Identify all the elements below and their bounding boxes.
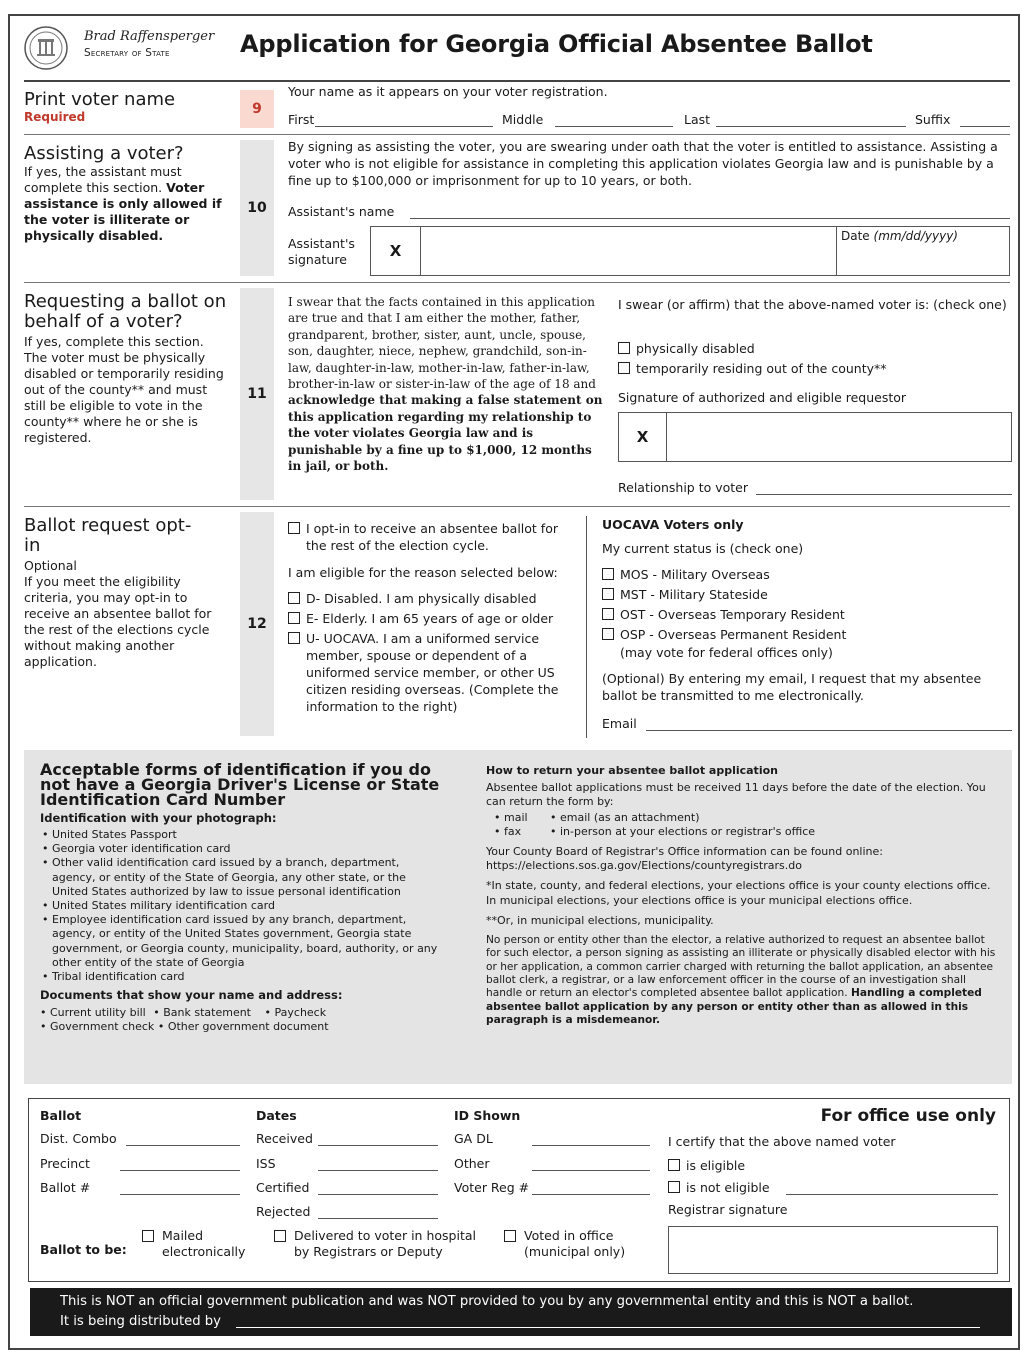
dates-heading: Dates bbox=[256, 1108, 297, 1123]
last-name-field[interactable] bbox=[716, 126, 906, 127]
section11-number: 11 bbox=[240, 288, 274, 500]
distributor-field[interactable] bbox=[236, 1327, 980, 1328]
physically-disabled-option[interactable]: physically disabled bbox=[618, 340, 755, 357]
delivered-option[interactable]: Delivered to voter in hospital by Registrars or Deputy bbox=[274, 1228, 484, 1260]
distributor-row bbox=[60, 1312, 1000, 1332]
middle-label: Middle bbox=[502, 112, 544, 127]
email-field[interactable] bbox=[646, 730, 1012, 731]
registrar-info: Your County Board of Registrar's Office information can be found online: https://elections.sos.ga.gov/Elections/countyregistrars.do bbox=[486, 845, 883, 873]
section12-divider bbox=[586, 516, 587, 738]
email-label: Email bbox=[602, 716, 637, 731]
ga-dl-field[interactable] bbox=[532, 1145, 650, 1146]
registrar-signature-label: Registrar signature bbox=[668, 1202, 788, 1217]
rejected-label: Rejected bbox=[256, 1204, 311, 1219]
voter-reg-label: Voter Reg # bbox=[454, 1180, 530, 1195]
return-heading: How to return your absentee ballot application bbox=[486, 764, 778, 777]
disabled-checkbox[interactable] bbox=[288, 592, 300, 604]
office-use-heading: For office use only bbox=[820, 1106, 996, 1126]
precinct-label: Precinct bbox=[40, 1156, 90, 1171]
distributed-by-label: It is being distributed by bbox=[60, 1314, 221, 1329]
requestor-x-mark: X bbox=[619, 413, 667, 461]
uocava-checkbox[interactable] bbox=[288, 632, 300, 644]
section9-title: Print voter name bbox=[24, 89, 176, 110]
received-field[interactable] bbox=[318, 1145, 438, 1146]
dist-combo-label: Dist. Combo bbox=[40, 1131, 117, 1146]
optin-option[interactable]: I opt-in to receive an absentee ballot for the rest of the election cycle. bbox=[288, 520, 574, 554]
optin-checkbox[interactable] bbox=[288, 522, 300, 534]
ballot-number-field[interactable] bbox=[120, 1194, 240, 1195]
form-page bbox=[8, 14, 1020, 1350]
docs-line-2: • Government check • Other government document bbox=[40, 1020, 329, 1034]
assistant-name-field[interactable] bbox=[410, 218, 1010, 219]
iss-label: ISS bbox=[256, 1156, 276, 1171]
handling-notice: No person or entity other than the elector, a relative authorized to request an absentee ballot for such elector, a person signing as assisting an illiterate or physically disabled elector with his or her application, a common carrier charged with returning the ballot application, an absentee ballot clerk, a registrar, or a law enforcement officer in the course of an investigation shall handle or return an elector's completed absentee ballot application. Handling a completed absentee ballot application by any person or entity other than as allowed in this paragraph is a misdemeanor. bbox=[486, 934, 996, 1026]
state-seal bbox=[24, 26, 68, 70]
photo-id-item: • United States Passport bbox=[40, 828, 440, 842]
required-label: Required bbox=[24, 110, 86, 124]
voter-reg-field[interactable] bbox=[532, 1194, 650, 1195]
name-instruction: Your name as it appears on your voter registration. bbox=[288, 84, 608, 99]
first-name-field[interactable] bbox=[315, 126, 493, 127]
suffix-label: Suffix bbox=[915, 112, 951, 127]
ost-option[interactable]: OST - Overseas Temporary Resident bbox=[602, 606, 845, 623]
assistant-name-label: Assistant's name bbox=[288, 204, 395, 219]
section10-desc: If yes, the assistant must complete this section. Voter assistance is only allowed if the voter is illiterate or physically disabled. bbox=[24, 164, 222, 243]
dist-combo-field[interactable] bbox=[126, 1145, 240, 1146]
id-shown-heading: ID Shown bbox=[454, 1108, 521, 1123]
osp-note: (may vote for federal offices only) bbox=[620, 645, 833, 660]
docs-line-1: • Current utility bill • Bank statement • Paycheck bbox=[40, 1006, 327, 1020]
photo-id-item: • Tribal identification card bbox=[40, 970, 440, 984]
certify-text: I certify that the above named voter bbox=[668, 1134, 896, 1149]
section12-number: 12 bbox=[240, 512, 274, 736]
email-note: (Optional) By entering my email, I request that my absentee ballot be transmitted to me electronically. bbox=[602, 671, 982, 703]
assistant-sig-label: Assistant's signature bbox=[288, 236, 355, 267]
mailed-checkbox[interactable] bbox=[142, 1230, 154, 1242]
temporarily-residing-checkbox[interactable] bbox=[618, 362, 630, 374]
mos-checkbox[interactable] bbox=[602, 568, 614, 580]
photo-id-list bbox=[40, 828, 440, 984]
distribution-footer bbox=[30, 1288, 1012, 1336]
optional-label: Optional bbox=[24, 558, 77, 573]
relative-oath: I swear that the facts contained in this application are true and that I am either the mother, father, grandparent, brother, sister, aunt, uncle, spouse, son, daughter, niece, nephew, grandchild, son-in-law, daughter-in-law, mother-in-law, father-in-law, brother-in-law or sister-in-law of the age of 18 and acknowledge that making a false statement on this application regarding my relationship to the voter violates Georgia law and is punishable by a fine up to $1,000, 12 months in jail, or both. bbox=[288, 295, 603, 474]
photo-id-heading: Identification with your photograph: bbox=[40, 811, 277, 825]
disabled-option[interactable]: D- Disabled. I am physically disabled bbox=[288, 590, 537, 607]
osp-checkbox[interactable] bbox=[602, 628, 614, 640]
section11-desc: If yes, complete this section. The voter must be physically disabled or temporarily residing out of the county** and must still be eligible to vote in the county** where he or she is registered. bbox=[24, 334, 224, 445]
photo-id-item: • Georgia voter identification card bbox=[40, 842, 440, 856]
precinct-field[interactable] bbox=[120, 1170, 240, 1171]
status-text: My current status is (check one) bbox=[602, 541, 804, 556]
section12-title: Ballot request opt-in bbox=[24, 515, 192, 556]
mailed-option[interactable]: Mailed electronically bbox=[142, 1228, 252, 1260]
voted-in-office-checkbox[interactable] bbox=[504, 1230, 516, 1242]
physically-disabled-checkbox[interactable] bbox=[618, 342, 630, 354]
return-methods: • mail • fax • email (as an attachment) • in-person at your elections or registrar's office bbox=[494, 810, 816, 838]
id-heading: Acceptable forms of identification if you do not have a Georgia Driver's License or State Identification Card Number bbox=[40, 760, 440, 809]
elderly-option[interactable]: E- Elderly. I am 65 years of age or older bbox=[288, 610, 553, 627]
docs-heading: Documents that show your name and address: bbox=[40, 988, 343, 1003]
signature-x-mark: X bbox=[371, 227, 421, 275]
requestor-sig-label: Signature of authorized and eligible requestor bbox=[618, 390, 907, 405]
requestor-signature-box[interactable] bbox=[618, 412, 1012, 462]
return-info bbox=[486, 764, 1000, 1027]
ost-checkbox[interactable] bbox=[602, 608, 614, 620]
section10-title: Assisting a voter? bbox=[24, 143, 184, 164]
received-label: Received bbox=[256, 1131, 313, 1146]
photo-id-item: • Other valid identification card issued by a branch, department, agency, or entity of the State of Georgia, any other state, or the United States authorized by law to issue personal identification bbox=[40, 856, 440, 899]
certified-label: Certified bbox=[256, 1180, 310, 1195]
uocava-option[interactable]: U- UOCAVA. I am a uniformed service member, spouse or dependent of a uniformed service member, or other US citizen residing overseas. (Complete the information to the right) bbox=[288, 630, 574, 715]
disclaimer-text: This is NOT an official government publication and was NOT provided to you by any governmental entity and this is NOT a ballot. bbox=[60, 1294, 914, 1309]
uocava-title: UOCAVA Voters only bbox=[602, 517, 744, 532]
form-title: Application for Georgia Official Absentee Ballot bbox=[240, 30, 873, 58]
not-eligible-checkbox[interactable] bbox=[668, 1181, 680, 1193]
voted-in-office-option[interactable]: Voted in office (municipal only) bbox=[504, 1228, 644, 1260]
elderly-checkbox[interactable] bbox=[288, 612, 300, 624]
certified-field[interactable] bbox=[318, 1194, 438, 1195]
is-eligible-option[interactable]: is eligible bbox=[668, 1158, 745, 1174]
last-label: Last bbox=[684, 112, 711, 127]
iss-field[interactable] bbox=[318, 1170, 438, 1171]
assistant-oath: By signing as assisting the voter, you are swearing under oath that the voter is entitled to assistance. Assisting a voter who is not eligible for assistance in completing this application violates Georgia law and is punishable by a fine up to $100,000 or imprisonment for up to 10 years, or both. bbox=[288, 139, 998, 188]
other-id-label: Other bbox=[454, 1156, 490, 1171]
suffix-field[interactable] bbox=[960, 126, 1010, 127]
registrar-signature-box[interactable] bbox=[668, 1226, 998, 1274]
mst-option[interactable]: MST - Military Stateside bbox=[602, 586, 768, 603]
not-eligible-reason-field[interactable] bbox=[786, 1194, 998, 1195]
photo-id-item: • Employee identification card issued by any branch, department, agency, or entity of the United States government, Georgia state government, or Georgia county, municipality, board, authority, or any other entity of the state of Georgia bbox=[40, 913, 440, 970]
mos-option[interactable]: MOS - Military Overseas bbox=[602, 566, 770, 583]
temporarily-residing-option[interactable]: temporarily residing out of the county** bbox=[618, 360, 887, 377]
rejected-field[interactable] bbox=[318, 1218, 438, 1219]
section11-title: Requesting a ballot on behalf of a voter? bbox=[24, 291, 227, 332]
ballot-heading: Ballot bbox=[40, 1108, 82, 1123]
delivered-checkbox[interactable] bbox=[274, 1230, 286, 1242]
osp-option[interactable]: OSP - Overseas Permanent Resident bbox=[602, 626, 846, 643]
section12-desc: If you meet the eligibility criteria, you may opt-in to receive an absentee ballot for the rest of the elections cycle without making another application. bbox=[24, 574, 212, 669]
section9-number: 9 bbox=[240, 90, 274, 128]
affirm-text: I swear (or affirm) that the above-named voter is: (check one) bbox=[618, 297, 1007, 312]
relationship-field[interactable] bbox=[756, 494, 1012, 495]
official-name: Brad Raffensperger bbox=[84, 29, 215, 44]
ga-dl-label: GA DL bbox=[454, 1131, 493, 1146]
relationship-label: Relationship to voter bbox=[618, 480, 749, 495]
ballot-to-be-label: Ballot to be: bbox=[40, 1242, 127, 1257]
is-eligible-checkbox[interactable] bbox=[668, 1159, 680, 1171]
other-id-field[interactable] bbox=[532, 1170, 650, 1171]
assistant-date-field[interactable]: Date (mm/dd/yyyy) bbox=[836, 227, 1011, 275]
elections-office-note: *In state, county, and federal elections, your elections office is your county elections office. In municipal elections, your elections office is your municipal elections office. bbox=[486, 879, 991, 907]
photo-id-item: • United States military identification card bbox=[40, 899, 440, 913]
middle-name-field[interactable] bbox=[555, 126, 673, 127]
not-eligible-option[interactable]: is not eligible bbox=[668, 1180, 770, 1196]
id-info bbox=[40, 762, 440, 1035]
municipality-note: **Or, in municipal elections, municipality. bbox=[486, 913, 714, 927]
official-title: Secretary of State bbox=[84, 47, 170, 59]
section10-number: 10 bbox=[240, 140, 274, 276]
first-label: First bbox=[288, 112, 315, 127]
return-deadline: Absentee ballot applications must be received 11 days before the date of the election. You can return the form by: bbox=[486, 781, 986, 809]
ballot-number-label: Ballot # bbox=[40, 1180, 91, 1195]
mst-checkbox[interactable] bbox=[602, 588, 614, 600]
eligible-text: I am eligible for the reason selected below: bbox=[288, 565, 558, 580]
assistant-signature-box[interactable] bbox=[370, 226, 1010, 276]
